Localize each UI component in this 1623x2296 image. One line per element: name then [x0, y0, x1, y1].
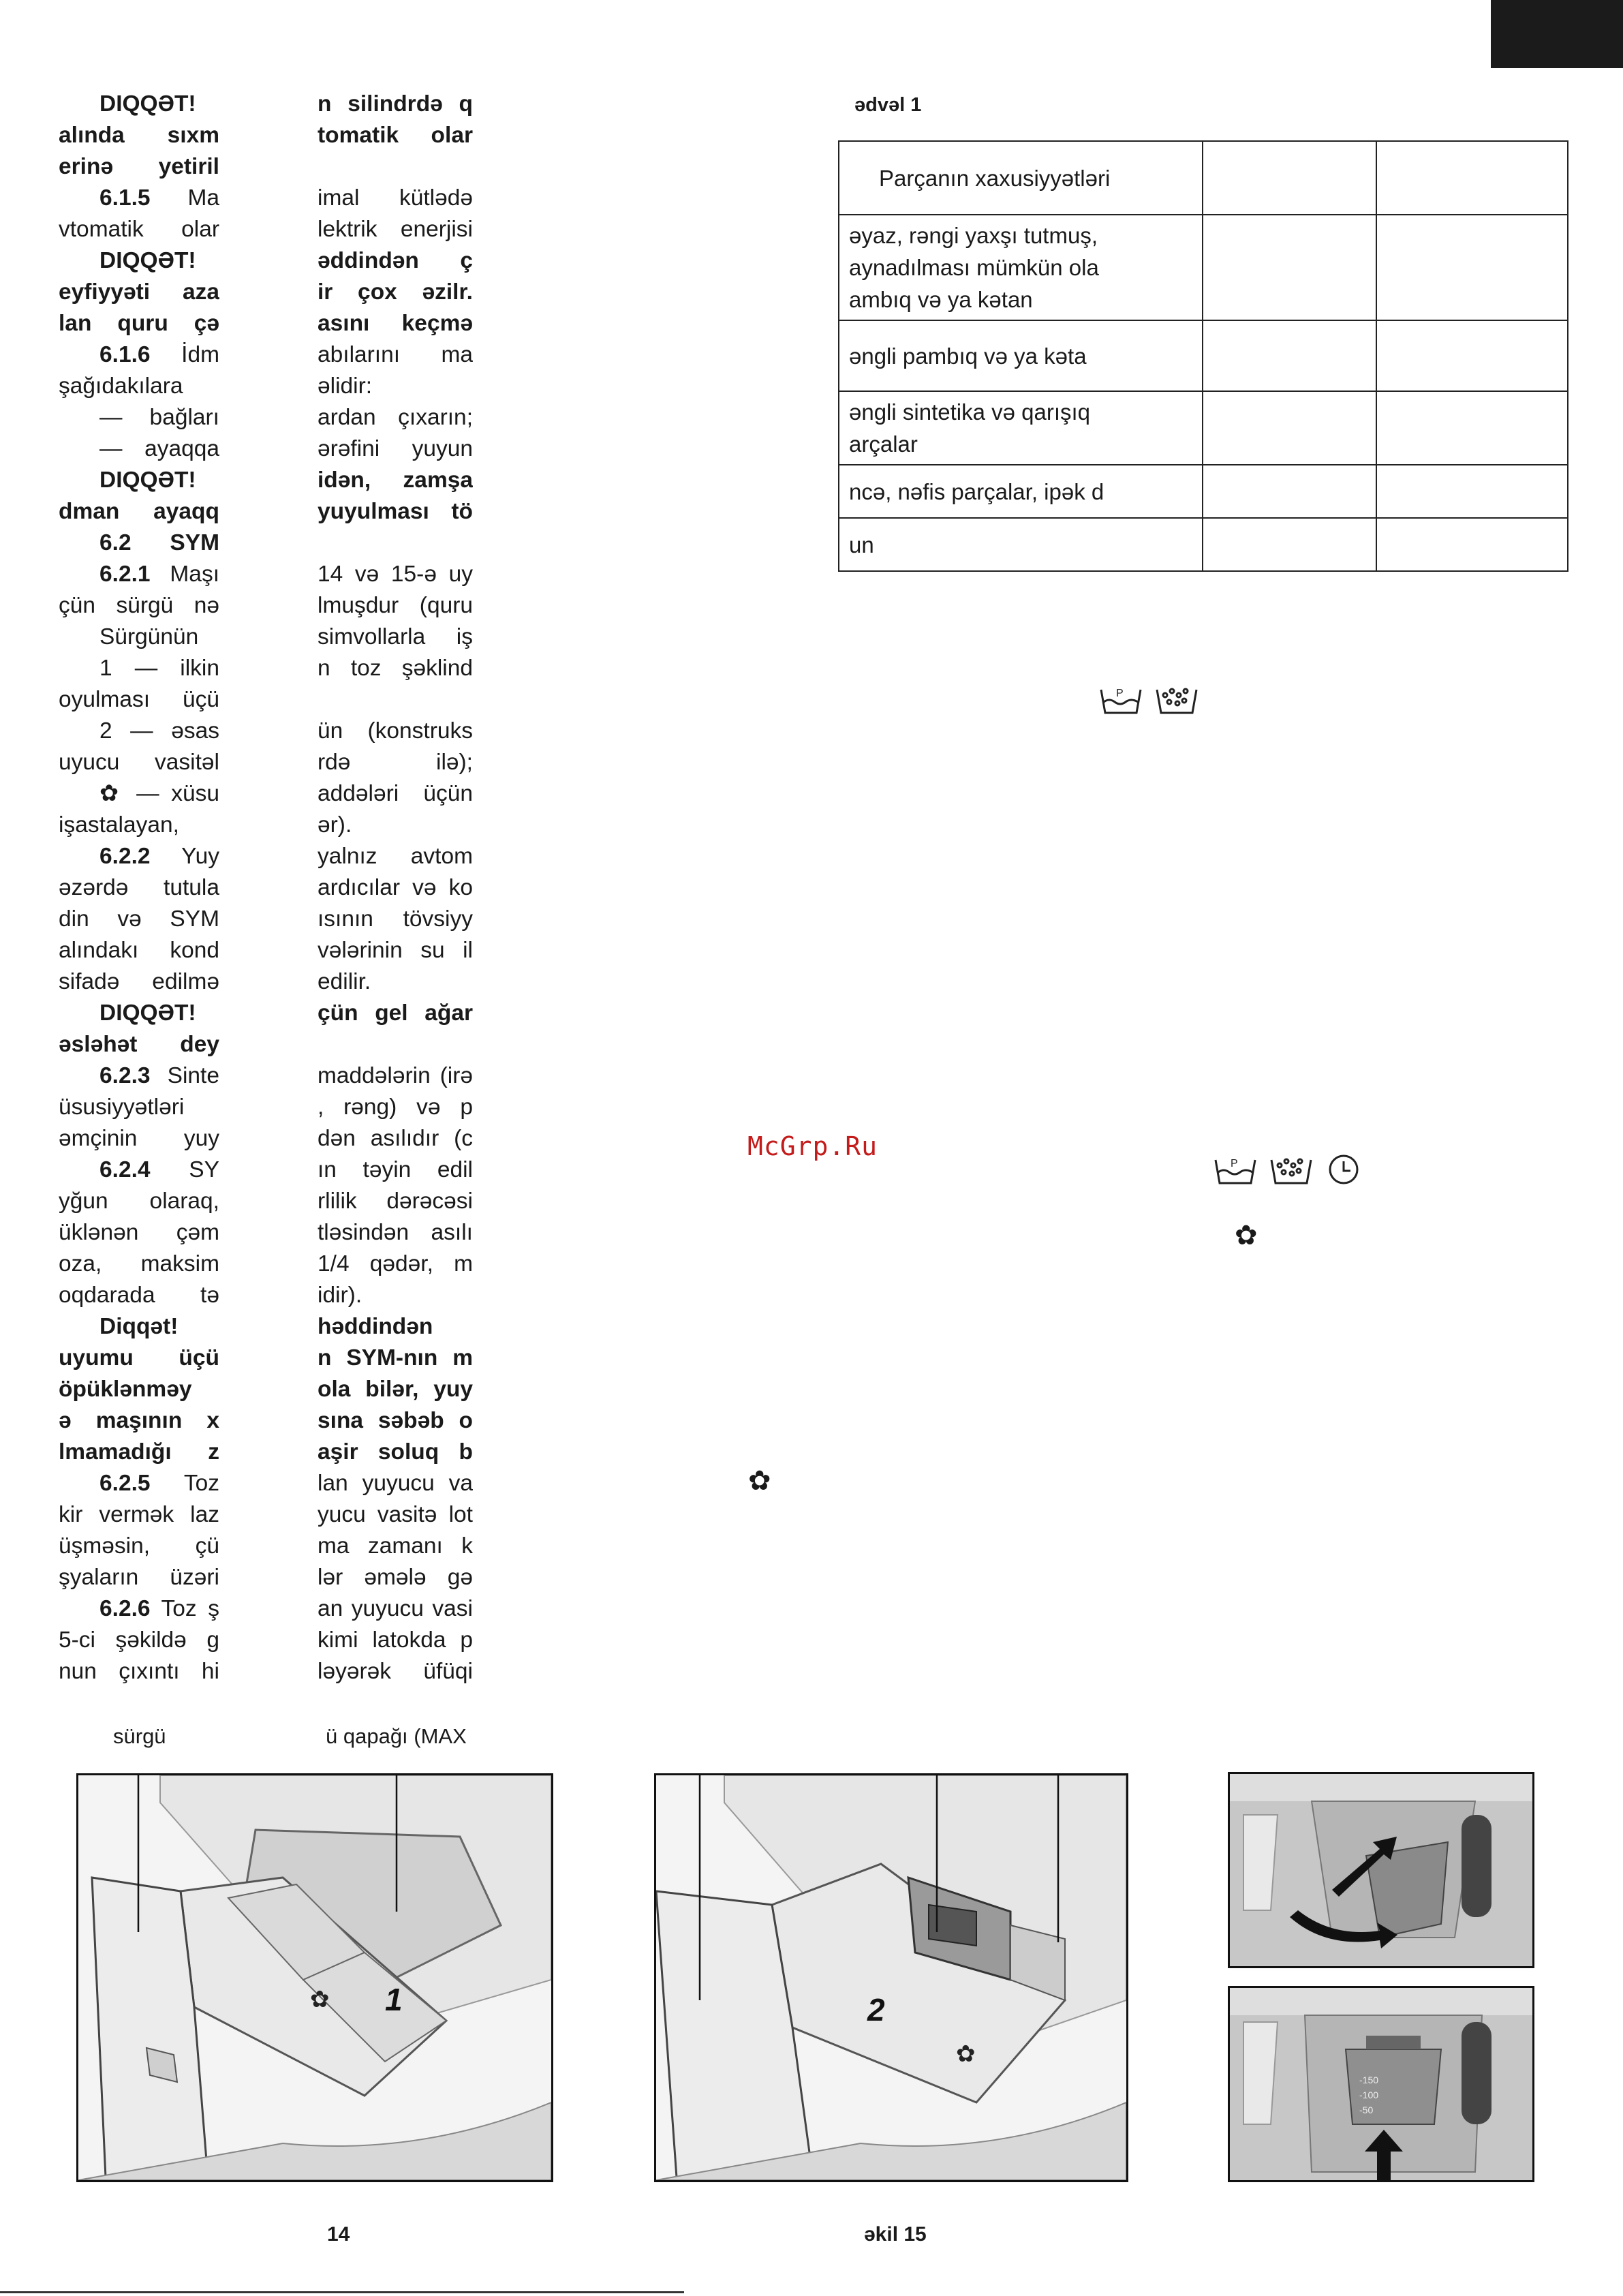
- table-cell: [1376, 465, 1568, 518]
- table-row: [839, 518, 1568, 571]
- bowl-scale-mark: -150: [1359, 2075, 1379, 2085]
- middle-column-line: [318, 151, 473, 183]
- left-column-line: 6.2.3 Sinte: [99, 1063, 219, 1088]
- figure-15-caption: əkil 15: [864, 2223, 927, 2246]
- middle-column-line: ləyərək üfüqi: [318, 1659, 473, 1684]
- middle-column-line: ardıcılar və ko: [318, 875, 473, 900]
- middle-column-line: lektrik enerjisi: [318, 217, 473, 242]
- svg-text:P: P: [1116, 688, 1124, 699]
- middle-column-line: simvollarla iş: [318, 624, 473, 649]
- table-row: [839, 391, 1568, 465]
- middle-column-line: n toz şəklind: [318, 656, 473, 681]
- bowl-removal-photo: [1230, 1774, 1532, 1966]
- middle-column-line: ər).: [318, 812, 352, 838]
- left-column-line: 6.2.2 Yuy: [99, 844, 219, 869]
- left-column-line: DIQQƏT!: [99, 468, 196, 493]
- middle-column-line: ardan çıxarın;: [318, 405, 473, 430]
- left-column-line: 2 — əsas: [99, 718, 219, 744]
- figure-photo-top: [1228, 1772, 1534, 1968]
- left-column-line: 6.2.4 SY: [99, 1157, 219, 1182]
- left-column-line: əsləhət dey: [59, 1032, 219, 1057]
- left-column-line: DIQQƏT!: [99, 91, 196, 117]
- middle-column-line: 14 və 15-ə uy: [318, 562, 473, 587]
- left-column-line: kir vermək laz: [59, 1502, 219, 1527]
- bottom-rule: [0, 2291, 684, 2293]
- left-column-line: alında sıxm: [59, 123, 219, 148]
- middle-column-line: kimi latokda p: [318, 1627, 473, 1653]
- compartment-number: 1: [385, 1982, 403, 2017]
- table-cell: [1203, 141, 1376, 215]
- bowl-insert-photo: [1230, 1988, 1532, 2180]
- left-column-line: lan quru çə: [59, 311, 219, 336]
- middle-column-line: yalnız avtom: [318, 844, 473, 869]
- left-column-line: şyaların üzəri: [59, 1565, 219, 1590]
- table-cell: [1203, 320, 1376, 391]
- table-row: [839, 215, 1568, 320]
- basin-p-icon: [1216, 1158, 1255, 1183]
- middle-column-line: tləsindən asılı: [318, 1220, 473, 1245]
- svg-text:P: P: [1231, 1158, 1238, 1169]
- left-column-line: ə maşının x: [59, 1408, 219, 1433]
- flower-icon: ✿: [310, 1987, 330, 2012]
- left-column-line: — ayaqqa: [99, 436, 219, 461]
- middle-column-line: əddindən ç: [318, 248, 473, 273]
- left-column-line: vtomatik olar: [59, 217, 219, 242]
- middle-column-line: rdə ilə);: [318, 750, 473, 775]
- middle-column-line: həddindən: [318, 1314, 433, 1339]
- middle-column-line: ın təyin edil: [318, 1157, 473, 1182]
- middle-column-line: edilir.: [318, 969, 371, 994]
- left-column-line: alındakı kond: [59, 938, 219, 963]
- figure-label-slider: sürgü: [113, 1724, 166, 1748]
- left-column-line: oqdarada tə: [59, 1283, 219, 1308]
- fabric-type-cell: əngli pambıq və ya kəta: [839, 320, 1203, 391]
- figure-15-drawer: [654, 1773, 1128, 2182]
- left-column-line: üklənən çəm: [59, 1220, 219, 1245]
- left-column-line: öpüklənməy: [59, 1377, 192, 1402]
- fabric-type-cell: un: [839, 518, 1203, 571]
- middle-column-line: ısının tövsiyy: [318, 906, 473, 932]
- left-column-line: əzərdə tutula: [59, 875, 219, 900]
- middle-column-line: ərəfini yuyun: [318, 436, 473, 461]
- left-column-line: uyumu üçü: [59, 1345, 219, 1371]
- table-cell: [1203, 215, 1376, 320]
- fabric-type-cell: əngli sintetika və qarışıq arçalar: [839, 391, 1203, 465]
- left-column-line: şağıdakılara: [59, 373, 183, 399]
- table-cell: [1376, 141, 1568, 215]
- wash-symbols-middle: [1213, 1152, 1370, 1190]
- left-column-line: 6.2.6 Toz ş: [99, 1596, 219, 1621]
- middle-column-line: , rəng) və p: [318, 1095, 473, 1120]
- middle-column-line: n SYM-nın m: [318, 1345, 473, 1371]
- compartment-number: 2: [867, 1992, 885, 2027]
- table-cell: [1376, 391, 1568, 465]
- figure-14-caption: 14: [327, 2223, 350, 2246]
- basin-dots-icon: [1157, 689, 1196, 713]
- page-corner-tab: [1491, 0, 1623, 68]
- fabric-type-cell: ncə, nəfis parçalar, ipək d: [839, 465, 1203, 518]
- middle-column-line: maddələrin (irə: [318, 1063, 473, 1088]
- middle-text-column: [318, 89, 473, 1687]
- left-column-line: 6.1.6 İdm: [99, 342, 219, 367]
- middle-column-line: lan yuyucu va: [318, 1471, 473, 1496]
- left-column-line: dman ayaqq: [59, 499, 219, 524]
- left-column-line: 6.1.5 Ma: [99, 185, 219, 211]
- bowl-scale-mark: -50: [1359, 2104, 1374, 2115]
- table-cell: [1376, 518, 1568, 571]
- left-column-line: 6.2 SYM: [99, 530, 219, 555]
- left-column-line: DIQQƏT!: [99, 248, 196, 273]
- left-column-line: oza, maksim: [59, 1251, 219, 1276]
- middle-column-line: çün gel ağar: [318, 1000, 473, 1026]
- table-cell: [1203, 518, 1376, 571]
- middle-column-line: lər əmələ gə: [318, 1565, 473, 1590]
- middle-column-line: [318, 527, 473, 559]
- watermark-text: McGrp.Ru: [747, 1131, 878, 1161]
- table-cell: [1203, 465, 1376, 518]
- figure-label-lid-max: ü qapağı (MAX: [326, 1724, 467, 1748]
- table-row: [839, 320, 1568, 391]
- left-column-line: 6.2.1 Maşı: [99, 562, 219, 587]
- left-column-line: nun çıxıntı hi: [59, 1659, 219, 1684]
- figure-photo-bottom: [1228, 1986, 1534, 2182]
- left-column-line: Sürgünün: [99, 624, 199, 649]
- middle-column-line: [318, 1029, 473, 1060]
- middle-column-line: rlilik dərəcəsi: [318, 1189, 473, 1214]
- middle-column-line: asını keçmə: [318, 311, 473, 336]
- middle-column-line: dən asılıdır (c: [318, 1126, 473, 1151]
- left-column-line: din və SYM: [59, 906, 219, 932]
- left-column-line: uyucu vasitəl: [59, 750, 219, 775]
- fabric-type-cell: əyaz, rəngi yaxşı tutmuş, aynadılması mümkün ola ambıq və ya kətan: [839, 215, 1203, 320]
- left-column-line: Diqqət!: [99, 1314, 179, 1339]
- basin-dots-icon: [1271, 1159, 1311, 1183]
- left-column-line: DIQQƏT!: [99, 1000, 196, 1026]
- middle-column-line: 1/4 qədər, m: [318, 1251, 473, 1276]
- flower-icon: ✿: [956, 2041, 976, 2067]
- clock-icon: [1330, 1156, 1357, 1183]
- flower-icon: ✿: [1235, 1221, 1258, 1251]
- table-row: [839, 465, 1568, 518]
- detergent-drawer-illustration: [78, 1775, 551, 2180]
- fabric-properties-table: [838, 140, 1568, 572]
- prewash-symbols-top: [1098, 682, 1201, 720]
- bowl-scale-mark: -100: [1359, 2090, 1379, 2100]
- figure-14-drawer: [76, 1773, 553, 2182]
- left-column-line: 1 — ilkin: [99, 656, 219, 681]
- left-column-line: əmçinin yuy: [59, 1126, 219, 1151]
- left-column-line: 5-ci şəkildə g: [59, 1627, 219, 1653]
- left-column-line: lmamadığı z: [59, 1439, 219, 1465]
- table-row: [839, 141, 1568, 215]
- left-column-line: oyulması üçü: [59, 687, 219, 712]
- middle-column-line: yuyulması tö: [318, 499, 473, 524]
- middle-column-line: ma zamanı k: [318, 1533, 473, 1559]
- basin-p-icon: [1101, 688, 1141, 713]
- middle-column-line: ola bilər, yuy: [318, 1377, 473, 1402]
- fabric-type-cell: Parçanın xaxusiyyətləri: [839, 141, 1203, 215]
- left-column-line: sifadə edilmə: [59, 969, 219, 994]
- left-column-line: yğun olaraq,: [59, 1189, 219, 1214]
- table-cell: [1203, 391, 1376, 465]
- middle-column-line: ir çox əzilr.: [318, 279, 473, 305]
- left-column-line: üşməsin, çü: [59, 1533, 219, 1559]
- middle-column-line: idir).: [318, 1283, 362, 1308]
- left-column-line: çün sürgü nə: [59, 593, 219, 618]
- flower-icon: ✿: [748, 1466, 771, 1496]
- left-column-line: eyfiyyəti aza: [59, 279, 219, 305]
- left-text-column: [59, 89, 219, 1687]
- middle-column-line: tomatik olar: [318, 123, 473, 148]
- middle-column-line: idən, zamşa: [318, 468, 473, 493]
- middle-column-line: sına səbəb o: [318, 1408, 473, 1433]
- left-column-line: ✿ — xüsu: [99, 781, 219, 806]
- middle-column-line: aşir soluq b: [318, 1439, 473, 1465]
- middle-column-line: n silindrdə q: [318, 91, 473, 117]
- middle-column-line: lmuşdur (quru: [318, 593, 473, 618]
- middle-column-line: vələrinin su il: [318, 938, 473, 963]
- middle-column-line: [318, 684, 473, 716]
- middle-column-line: addələri üçün: [318, 781, 473, 806]
- middle-column-line: abılarını ma: [318, 342, 473, 367]
- left-column-line: erinə yetiril: [59, 154, 219, 179]
- table-title: ədvəl 1: [854, 94, 922, 116]
- table-cell: [1376, 215, 1568, 320]
- middle-column-line: imal kütlədə: [318, 185, 473, 211]
- left-column-line: üsusiyyətləri: [59, 1095, 185, 1120]
- middle-column-line: ün (konstruks: [318, 718, 473, 744]
- left-column-line: işastalayan,: [59, 812, 179, 838]
- middle-column-line: əlidir:: [318, 373, 373, 399]
- middle-column-line: yucu vasitə lot: [318, 1502, 473, 1527]
- table-cell: [1376, 320, 1568, 391]
- detergent-drawer-illustration-2: [656, 1775, 1126, 2180]
- left-column-line: 6.2.5 Toz: [99, 1471, 219, 1496]
- middle-column-line: an yuyucu vasi: [318, 1596, 473, 1621]
- left-column-line: — bağları: [99, 405, 219, 430]
